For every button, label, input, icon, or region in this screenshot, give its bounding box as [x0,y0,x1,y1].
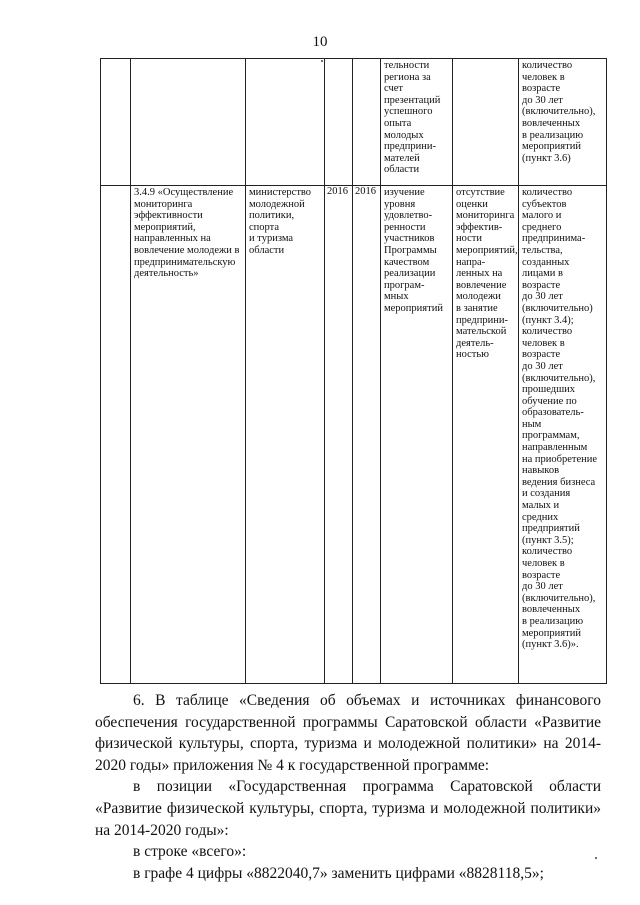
paragraph-replace-column-4: в графе 4 цифры «8822040,7» заменить цифрами «8828118,5»; [133,864,544,882]
cell-consequences: отсутствие оценки мониторинга эффектив- ности мероприятий, напра- ленных на вовлечение молодежи в занятие предприни- мательской деятель- ностью [453,186,519,684]
cell-activity: 3.4.9 «Осуществление мониторинга эффективности мероприятий, направленных на вовлечение молодежи в предпринимательскую деятельность» [131,186,246,684]
cell-indicators: количество субъектов малого и среднего предпринима- тельства, созданных лицами в возрасте до 30 лет (включительно) (пункт 3.4); количество человек в возрасте до 30 лет (включительно), прошедших обучение по образователь- ным программам, направленным на приобретение навыков ведения бизнеса и создания малых и средних предприятий (пункт 3.5); количество человек в возрасте до 30 лет (включительно), вовлеченных в реализацию мероприятий (пункт 3.6)». [519,186,607,684]
table-row-3-4-9 [101,186,607,684]
cell-start-year: 2016 [325,186,353,684]
cell-expected-result: тельности региона за счет презентаций успешного опыта молодых предприни- мателей области [381,59,453,186]
cell-executor: министерство молодежной политики, спорта и туризма области [246,186,325,684]
cell-number [101,59,131,186]
paragraph-row-total: в строке «всего»: [133,843,247,861]
cell-consequences [453,59,519,186]
scan-speck [595,857,597,859]
cell-number [101,186,131,684]
scan-speck [321,60,323,62]
cell-end-year [353,59,381,186]
page-number: 10 [312,34,328,50]
cell-activity [131,59,246,186]
paragraph-item-6: 6. В таблице «Сведения об объемах и источниках финансового обеспечения государственной программы Саратовской области «Развитие физической культуры, спорта, туризма и молодежной политики» на 2014-2020 годы» приложения № 4 к государственной программе: [95,692,601,774]
cell-start-year [325,59,353,186]
table-row-continued [101,59,607,186]
cell-expected-result: изучение уровня удовлетво- ренности участников Программы качеством реализации програм- мных мероприятий [381,186,453,684]
body-text [95,690,601,884]
cell-indicators: количество человек в возрасте до 30 лет (включительно), вовлеченных в реализацию мероприятий (пункт 3.6) [519,59,607,186]
paragraph-position: в позиции «Государственная программа Саратовской области «Развитие физической культуры, спорта, туризма и молодежной политики» на 2014-2020 годы»: [95,778,601,839]
cell-executor [246,59,325,186]
cell-end-year: 2016 [353,186,381,684]
program-table [100,58,607,684]
